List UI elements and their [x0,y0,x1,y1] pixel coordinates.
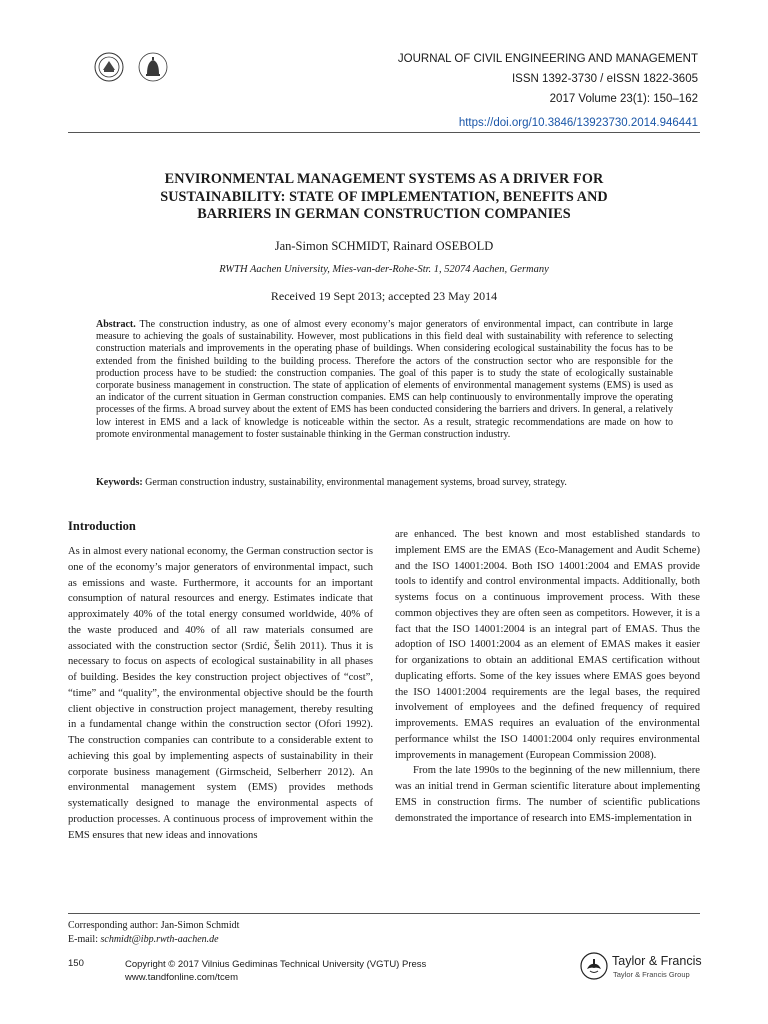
university-seal-icon [94,52,124,82]
article-title [100,171,668,224]
email-label: E-mail: [68,933,98,945]
keywords-text: German construction industry, sustainability, environmental management systems, broad survey, strategy. [145,477,567,488]
publisher-name: Taylor & Francis [612,954,702,968]
journal-volume: 2017 Volume 23(1): 150–162 [549,93,698,105]
section-heading-introduction: Introduction [68,519,136,533]
right-column-paragraph-2: From the late 1990s to the beginning of the new millennium, there was an initial trend in German scientific literature about implementing EMS in construction firms. The number of scientific publications demonstrated the importance of research into EMS-implementation in [395,765,700,824]
email-address[interactable]: schmidt@ibp.rwth-aachen.de [100,933,219,945]
keywords [96,477,673,489]
title-line-1: ENVIRONMENTAL MANAGEMENT SYSTEMS AS A DRIVER FOR [164,171,604,187]
bell-emblem-icon [138,52,168,82]
left-column-text: As in almost every national economy, the German construction sector is one of the economy’s major generators of environmental impact, such as emissions and waste. Furthermore, it accounts for an important consumption of natural resources and energy. Estimates indicate that approximately 40% of the total energy consumed worldwide, 40% of the waste produced and 40% of all raw materials consumed are associated with the construction sector (Srdić, Šelih 2011). Thus it is necessary to focus on aspects of ecological sustainability in all phases of building. Besides the key construction project objectives of “cost”, “time” and “quality”, the environmental objective should be the fourth client objective in construction project management, thereby resulting in a fundamental change within the construction sector (Ofori 1992). The construction companies can contribute to a considerable extent to achieving this goal by implementing aspects of sustainability in their corporate business management (Girmscheid, Selberherr 2012). An environmental management system (EMS) provides methods systematically designed to manage the environmental aspects of production processes. A continuous process of improvement within the EMS ensures that new ideas and innovations [68,546,373,841]
publisher-group: Taylor & Francis Group [613,970,690,979]
journal-issn: ISSN 1392-3730 / eISSN 1822-3605 [511,73,698,85]
corresponding-author-name: Corresponding author: Jan-Simon Schmidt [68,920,240,931]
abstract-text: The construction industry, as one of almost every economy’s major generators of environmental impact, can contribute in large measure to achieving the goals of sustainability. However, most publications in this field deal with sustainability with reference to selecting construction materials and improvements in the operating phase of buildings. When considering ecological sustainability the focus has to be extended from the finished building to the building process. Therefore the actors of the construction sector who are responsible for the production process have to be studied: the construction companies. The goal of this paper is to study the state of ecologically sustainable corporate business management in construction. The state of application of elements of environmental management systems (EMS) is used as an indicator of the current situation in German construction companies. EMS can help continuously to environmentally improve the operating processes of the firms. A broad survey about the extent of EMS has been conducted considering the barriers and drivers. In general, a relatively low interest in EMS and a lack of knowledge is noticeable within the sector. As a result, strategic recommendations are made on how to promote environmental management to foster sustainable thinking in the German construction industry. [96,319,673,440]
taylor-francis-logo-icon [580,952,608,985]
authors: Jan-Simon SCHMIDT, Rainard OSEBOLD [274,239,494,253]
email-line [68,933,239,947]
header-divider [68,132,700,133]
received-date: Received 19 Sept 2013; accepted 23 May 2014 [270,289,498,303]
footer-divider [68,913,700,914]
title-line-2: SUSTAINABILITY: STATE OF IMPLEMENTATION, BENEFITS AND [160,188,608,205]
copyright-block [125,958,426,984]
journal-name: JOURNAL OF CIVIL ENGINEERING AND MANAGEMENT [397,53,698,65]
abstract-label: Abstract. [96,319,136,330]
title-line-3: BARRIERS IN GERMAN CONSTRUCTION COMPANIES [197,206,571,223]
affiliation: RWTH Aachen University, Mies-van-der-Rohe-Str. 1, 52074 Aachen, Germany [219,264,549,275]
doi-link[interactable]: https://doi.org/10.3846/13923730.2014.946441 [458,117,698,129]
website-link[interactable]: www.tandfonline.com/tcem [125,972,238,983]
page-number: 150 [68,958,84,969]
abstract [96,319,673,441]
copyright-text: Copyright © 2017 Vilnius Gediminas Technical University (VGTU) Press [125,959,427,970]
right-column-paragraph-1: are enhanced. The best known and most established standards to implement EMS are the EMAS (Eco-Management and Audit Scheme) and the ISO 14001:2004. Both ISO 14001:2004 and EMAS provide tools to identify and control environmental impacts. Additionally, both systems focus on a continuous improvement process. With these common objectives they are often seen as competitors. However, it is a fact that the ISO 14001:2004 is an integral part of EMAS. Thus the adoption of ISO 14001:2004 as an element of EMAS makes it easier for organizations to obtain an additional EMAS certification without duplicating efforts. Some of the key issues where EMAS goes beyond the ISO 14001:2004 requirements are the legal bases, the required involvement of employees and the defined frequency of required improvements. EMAS requires an evaluation of the environmental performance whilst the ISO 14001:2004 only requires environmental improvements in management (European Commission 2008). [395,529,700,761]
left-column [68,544,373,843]
keywords-label: Keywords: [96,477,143,488]
right-column [395,527,700,826]
corresponding-author [68,919,239,946]
